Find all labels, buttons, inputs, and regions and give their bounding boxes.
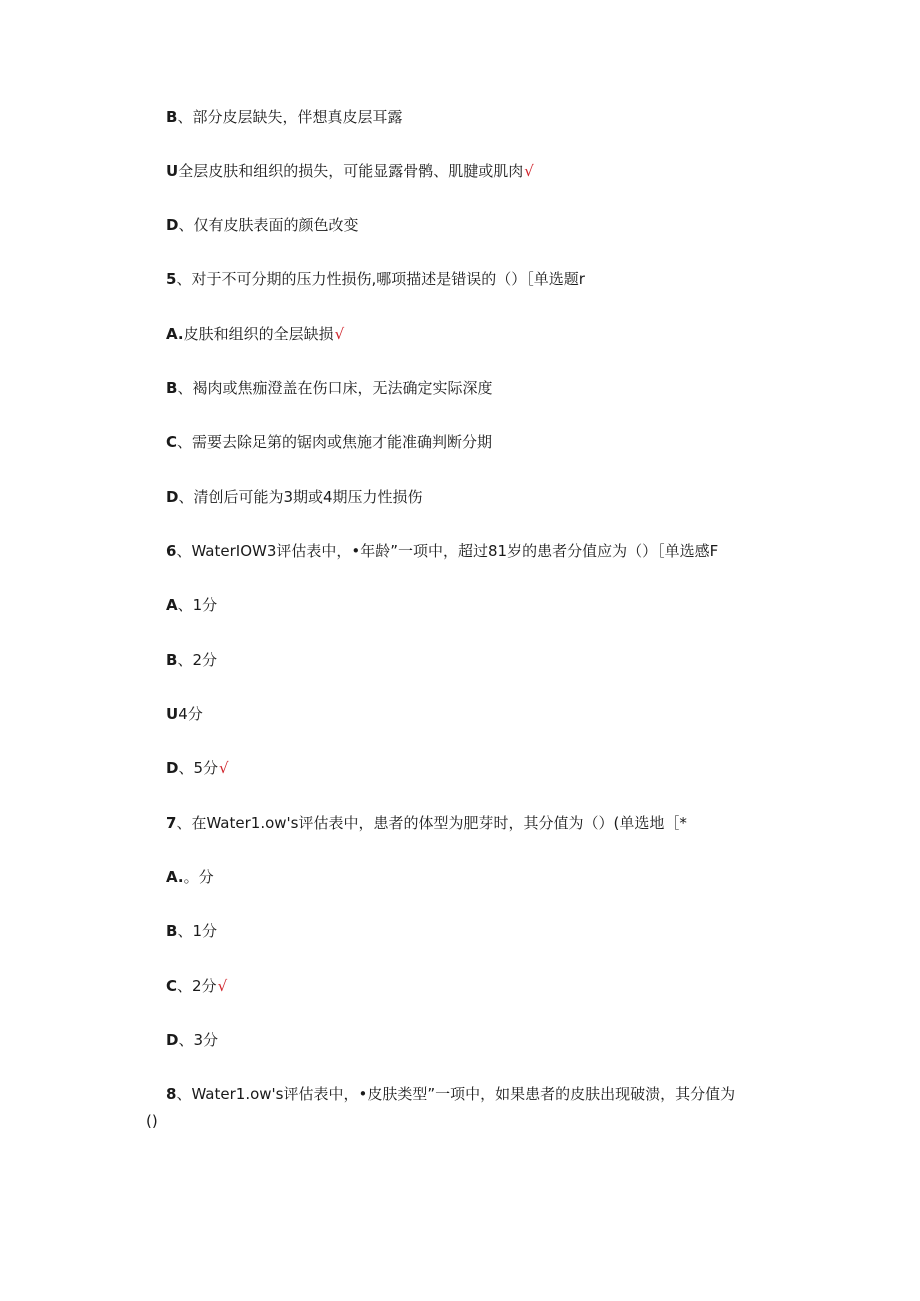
question-7	[166, 813, 687, 833]
line-label: B	[166, 379, 178, 397]
line-text: 皮肤和组织的全层缺损	[183, 325, 334, 343]
option-d-line	[166, 487, 423, 507]
line-text: 、1分	[177, 596, 218, 614]
option-a-line	[166, 867, 214, 887]
option-b-line	[166, 921, 217, 941]
option-c-line	[166, 432, 492, 452]
line-label: U	[166, 162, 179, 180]
option-a-line	[166, 324, 344, 344]
option-b-line	[166, 378, 492, 398]
question-5	[166, 269, 585, 289]
option-d-line	[166, 215, 358, 235]
question-text: 、WaterIOW3评估表中，•年龄”一项中，超过81岁的患者分值应为（）［单选感F	[176, 542, 719, 560]
line-label: U	[166, 705, 179, 723]
line-label: C	[166, 977, 178, 995]
check-mark-icon: √	[524, 162, 534, 180]
line-label: C	[166, 433, 178, 451]
line-label: A.	[166, 868, 184, 886]
option-d-line	[166, 758, 229, 778]
option-c-line	[166, 161, 534, 181]
line-text: 、褐肉或焦痂澄盖在伤口床，无法确定实际深度	[177, 379, 493, 397]
line-text: 、清创后可能为3期或4期压力性损伤	[178, 488, 423, 506]
option-a-line	[166, 595, 217, 615]
line-label: D	[166, 216, 179, 234]
line-text: 、1分	[177, 922, 217, 940]
line-text: 、3分	[178, 1031, 218, 1049]
line-label: A	[166, 596, 178, 614]
option-b-line	[166, 650, 217, 670]
line-label: D	[166, 759, 179, 777]
line-text: 、2分	[177, 977, 217, 995]
line-text: 全层皮肤和组织的损失，可能显露骨鹘、肌腱或肌肉	[178, 162, 524, 180]
question-number: 5	[166, 270, 177, 288]
question-6	[166, 541, 718, 561]
option-c-line	[166, 976, 227, 996]
line-label: B	[166, 108, 178, 126]
line-label: D	[166, 1031, 179, 1049]
line-label: B	[166, 922, 178, 940]
option-b-line	[166, 107, 402, 127]
check-mark-icon: √	[334, 325, 345, 343]
line-text: 、仅有皮肤表面的颜色改变	[178, 216, 359, 234]
line-label: D	[166, 488, 179, 506]
question-text: 、对于不可分期的压力性损伤,哪项描述是错误的（）［单选题r	[176, 270, 585, 288]
line-label: B	[166, 651, 178, 669]
question-text: 、在Water1.ow's评估表中，患者的体型为肥芽时，其分值为（）(单选地［*	[176, 814, 687, 832]
check-mark-icon: √	[219, 759, 229, 777]
line-text: 、需要去除足第的锯肉或焦施才能准确判断分期	[177, 433, 493, 451]
check-mark-icon: √	[217, 977, 228, 995]
question-text: 、Water1.ow's评估表中，•皮肤类型”一项中，如果患者的皮肤出现破溃，其分值为	[176, 1085, 736, 1103]
line-text: 4分	[178, 705, 203, 723]
line-text: 、2分	[177, 651, 217, 669]
question-8	[166, 1084, 735, 1104]
question-number: 8	[166, 1085, 177, 1103]
question-8-continuation: ()	[146, 1112, 158, 1130]
question-number: 7	[166, 814, 177, 832]
line-label: A.	[166, 325, 184, 343]
line-text: 。分	[183, 868, 214, 886]
option-d-line	[166, 1030, 218, 1050]
line-text: 、5分	[178, 759, 218, 777]
question-number: 6	[166, 542, 177, 560]
line-text: 、部分皮层缺失，伴想真皮层耳露	[177, 108, 403, 126]
option-c-line	[166, 704, 203, 724]
